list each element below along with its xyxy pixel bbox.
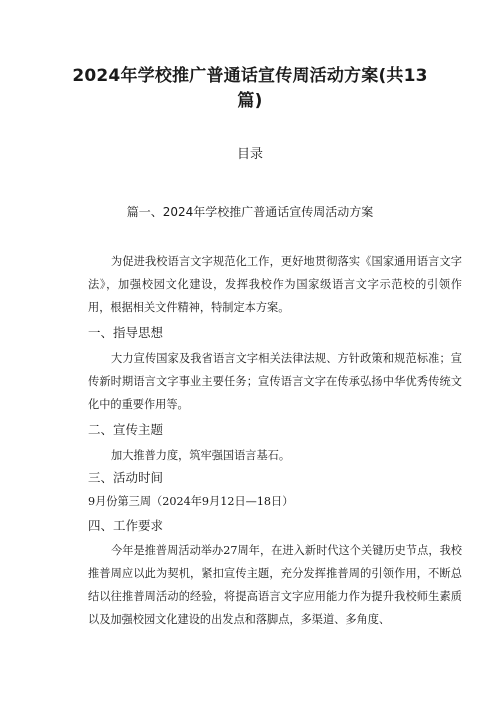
document-title: 2024年学校推广普通话宣传周活动方案(共13篇) [72, 66, 428, 111]
section-text-requirements: 今年是推普周活动举办27周年，在进入新时代这个关键历史节点，我校推普周应以此为契机，紧扣宣传主题，充分发挥推普周的引领作用，不断总结以往推普周活动的经验，将提高语言文字应用能力作为提升我校师生素质以及加强校园文化建设的出发点和落脚点，多渠道、多角度、 [88, 544, 462, 626]
section-text-guiding: 大力宣传国家及我省语言文字相关法律法规、方针政策和规范标准；宣传新时期语言文字事业主要任务；宣传语言文字在传承弘扬中华优秀传统文化中的重要作用等。 [88, 352, 462, 411]
section-title-guiding: 一、指导思想 [88, 325, 164, 340]
section-title-time: 三、活动时间 [88, 470, 164, 485]
intro-paragraph: 为促进我校语言文字规范化工作，更好地贯彻落实《国家通用语言文字法》，加强校园文化建设，发挥我校作为国家级语言文字示范校的引领作用，根据相关文件精神，特制定本方案。 [88, 255, 462, 314]
toc-label: 目录 [236, 147, 263, 162]
section-text-time: 9月份第三周（2024年9月12日—18日） [88, 495, 294, 508]
section-heading: 篇一、2024年学校推广普通话宣传周活动方案 [126, 205, 374, 219]
section-title-theme: 二、宣传主题 [88, 422, 164, 437]
section-title-requirements: 四、工作要求 [88, 518, 164, 533]
section-text-theme: 加大推普力度，筑牢强国语言基石。 [111, 449, 291, 462]
